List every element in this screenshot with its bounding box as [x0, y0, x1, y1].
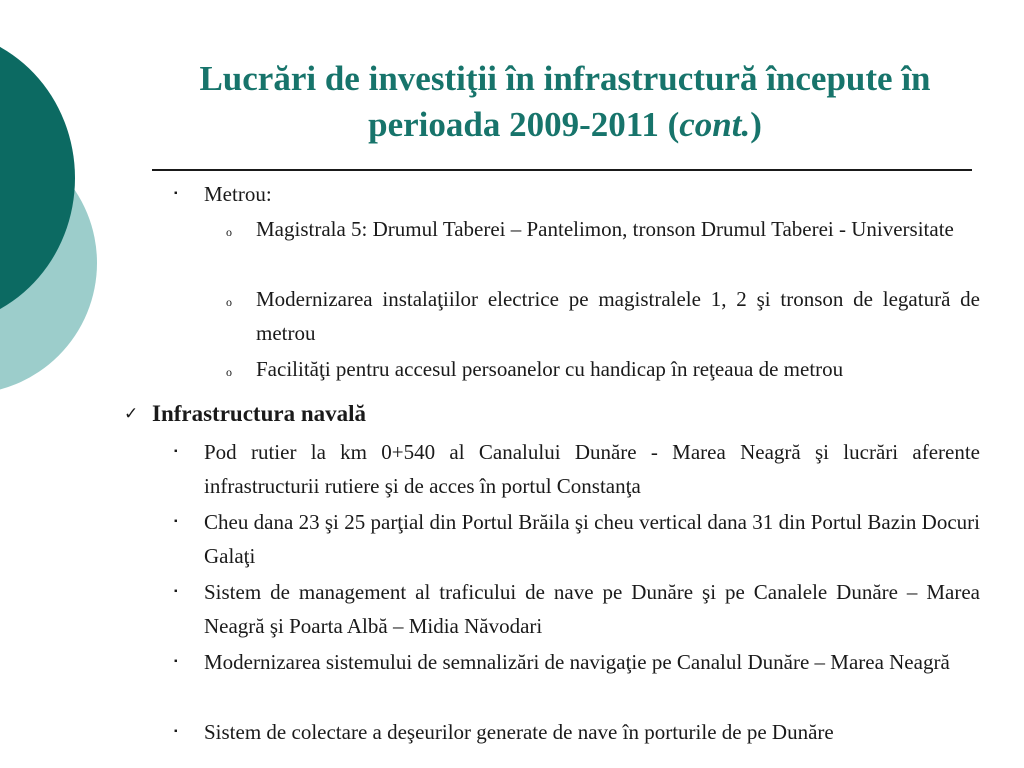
circle-bullet-icon: o [226, 295, 232, 309]
list-item: o Magistrala 5: Drumul Taberei – Pantelimon, tronson Drumul Taberei - Universitate [256, 212, 980, 246]
circle-bullet-icon: o [226, 225, 232, 239]
list-item: ▪ Cheu dana 23 şi 25 parţial din Portul Brăila şi cheu vertical dana 31 din Portul Bazin Docuri Galaţi [204, 505, 980, 573]
section-heading-naval: ✓ Infrastructura navală [152, 397, 980, 431]
square-bullet-icon: ▪ [174, 656, 178, 667]
square-bullet-icon: ▪ [174, 586, 178, 597]
square-bullet-icon: ▪ [174, 516, 178, 527]
slide-title: Lucrări de investiţii în infrastructură începute în perioada 2009-2011 (cont.) [199, 59, 931, 144]
list-item: ▪ Sistem de colectare a deşeurilor generate de nave în porturile de pe Dunăre [204, 715, 980, 749]
square-bullet-icon: ▪ [174, 188, 178, 199]
list-item: ▪ Sistem de management al traficului de nave pe Dunăre şi pe Canalele Dunăre – Marea Neagră şi Poarta Albă – Midia Năvodari [204, 575, 980, 643]
bullet-metrou: ▪ Metrou: [204, 177, 980, 211]
list-item: o Modernizarea instalaţiilor electrice pe magistralele 1, 2 şi tronson de legatură de metrou [226, 287, 980, 345]
square-bullet-icon: ▪ [174, 726, 178, 737]
list-item: ▪ Modernizarea sistemului de semnalizări de navigaţie pe Canalul Dunăre – Marea Neagră [204, 645, 980, 679]
list-item: ▪ Pod rutier la km 0+540 al Canalului Dunăre - Marea Neagră şi lucrări aferente infrastructurii rutiere şi de acces în portul Constanţa [204, 435, 980, 503]
checkmark-icon: ✓ [124, 404, 139, 423]
square-bullet-icon: ▪ [174, 446, 178, 457]
circle-bullet-icon: o [226, 365, 232, 379]
list-item: o Facilităţi pentru accesul persoanelor cu handicap în reţeaua de metrou [256, 352, 980, 386]
